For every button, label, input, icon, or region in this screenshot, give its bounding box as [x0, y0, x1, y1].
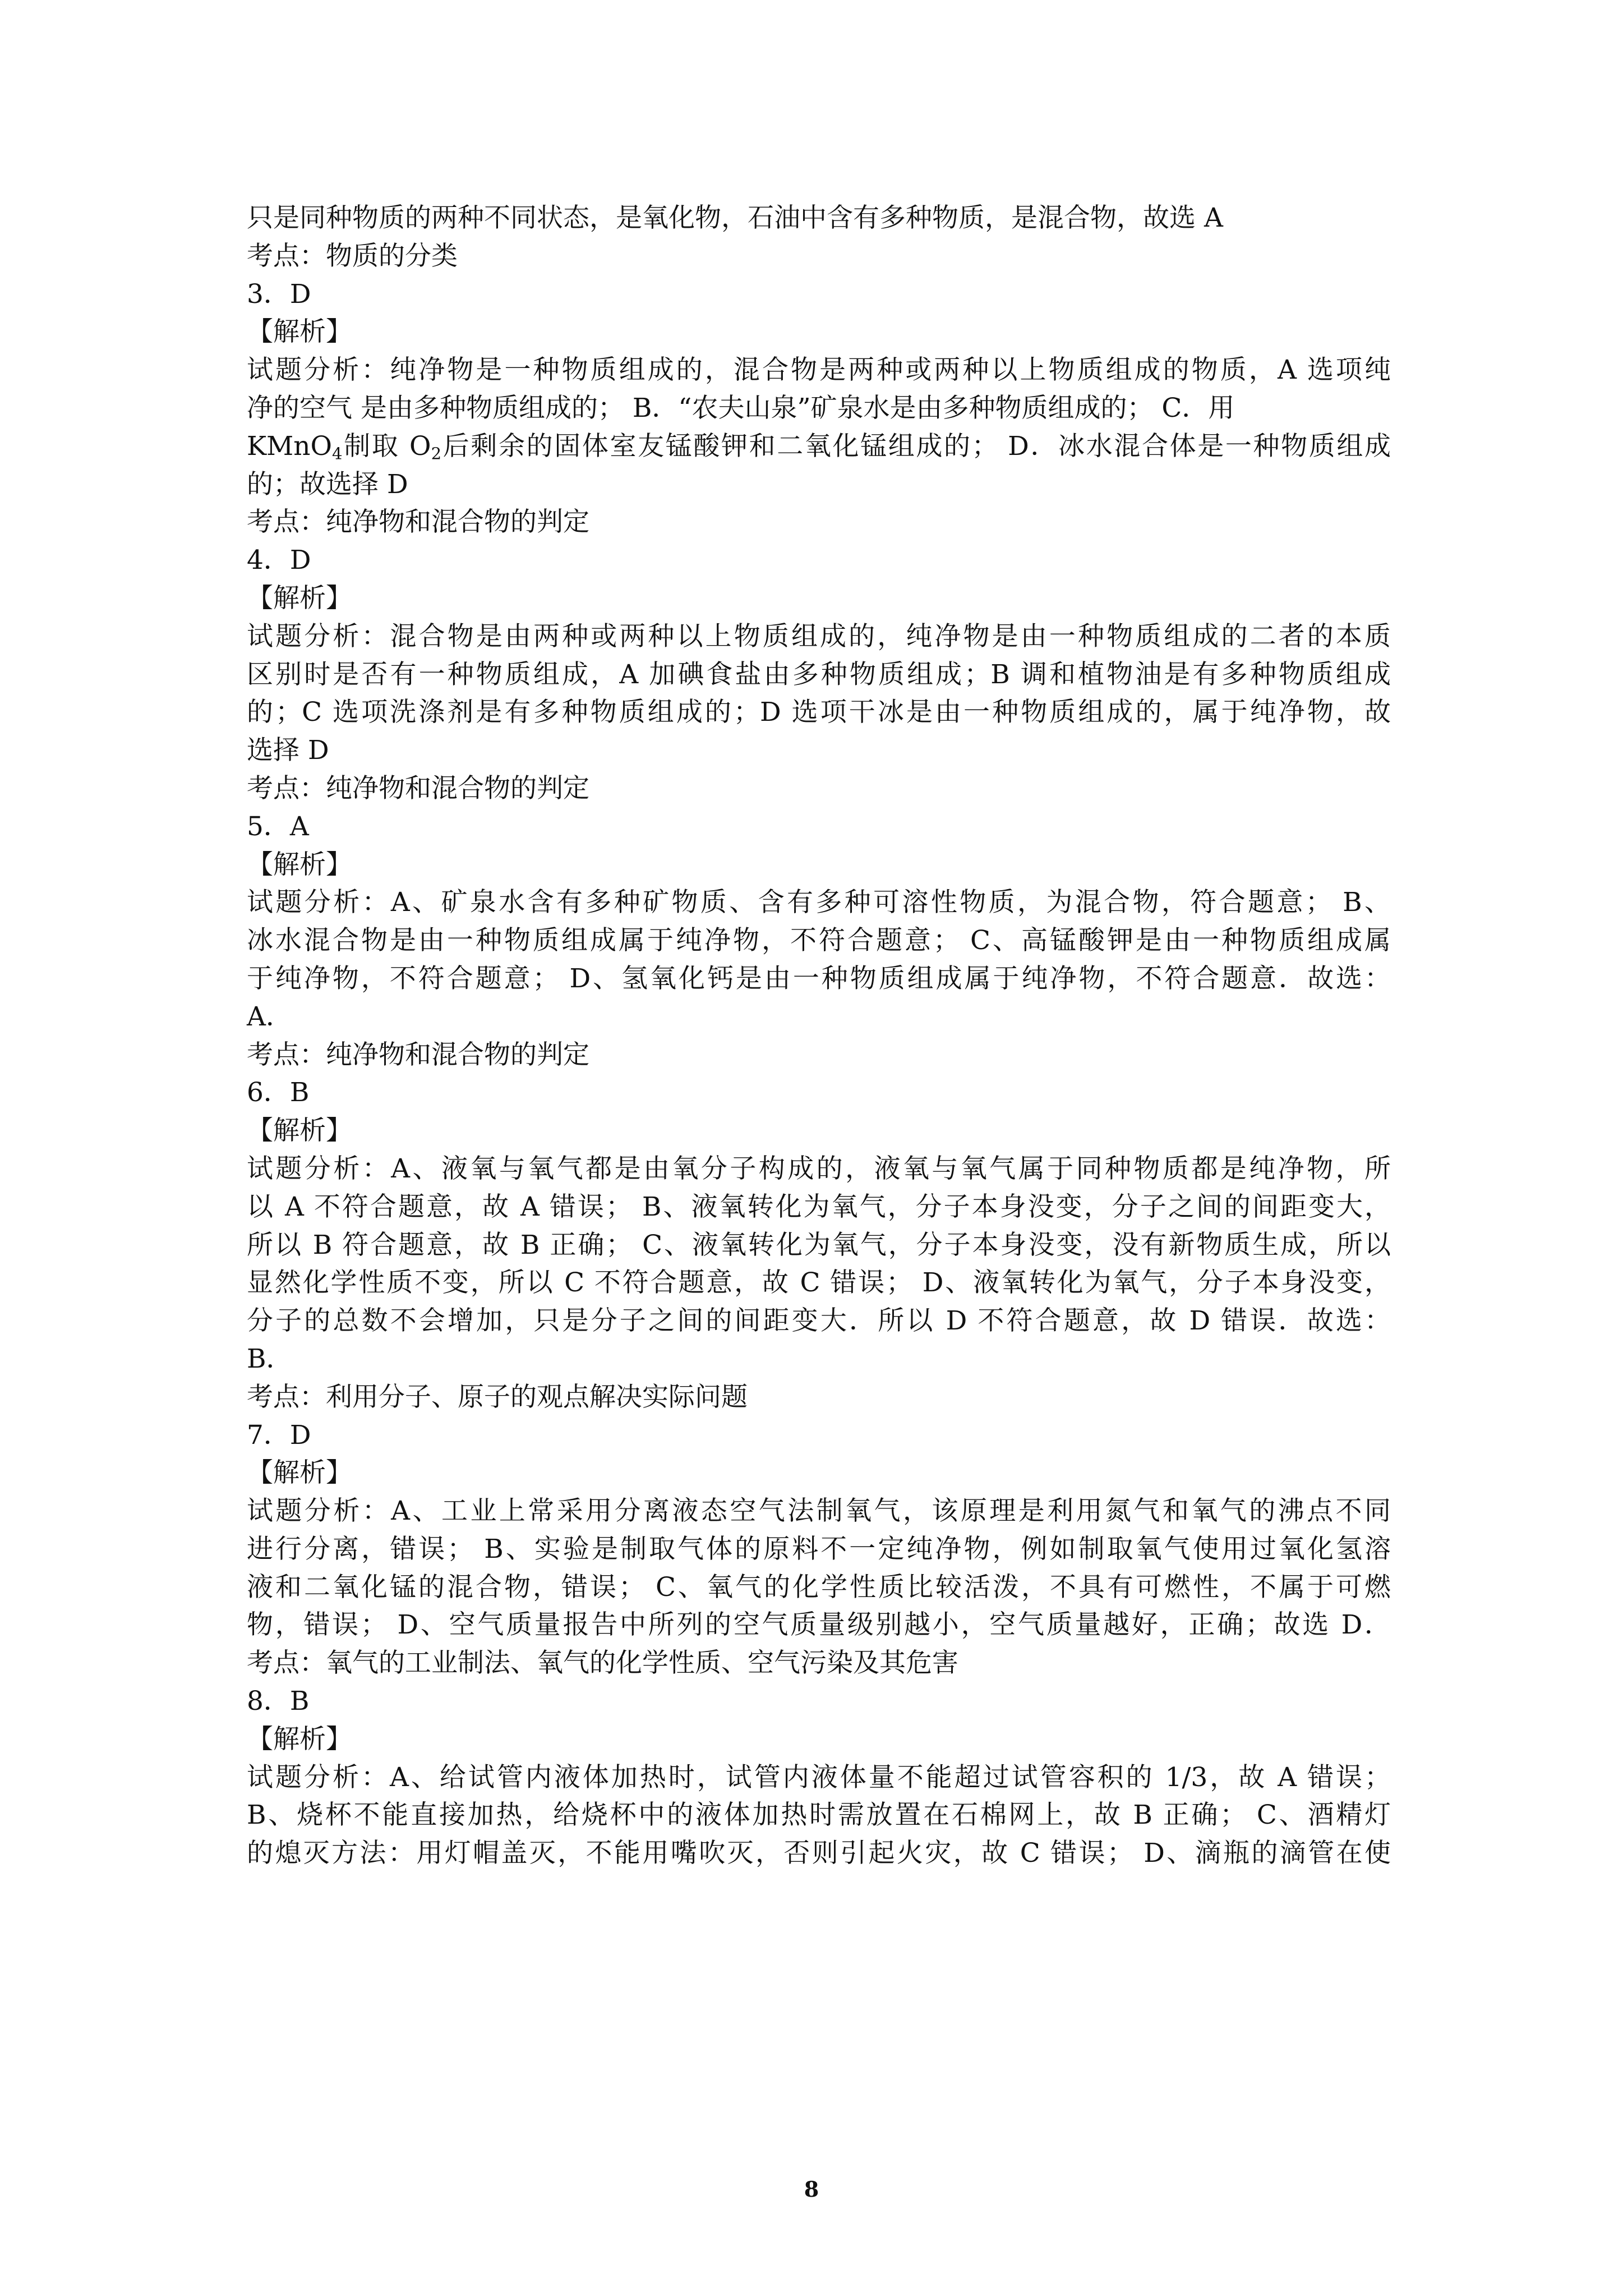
question-number: 8．B [247, 1686, 310, 1717]
key-point-line: 考点：纯净物和混合物的判定 [247, 1039, 589, 1070]
text-line: A． [247, 1001, 292, 1032]
text-line: 试题分析：A、液氧与氧气都是由氧分子构成的，液氧与氧气属于同种物质都是纯净物，所 [247, 1153, 1391, 1184]
key-point-line: 考点：氧气的工业制法、氧气的化学性质、空气污染及其危害 [247, 1648, 958, 1679]
text-line: 的；C 选项洗涤剂是有多种物质组成的；D 选项干冰是由一种物质组成的，属于纯净物，故 [247, 697, 1391, 728]
text-line: 试题分析：混合物是由两种或两种以上物质组成的，纯净物是由一种物质组成的二者的本质 [247, 620, 1391, 652]
text-line: 净的空气 是由多种物质组成的； B．“农夫山泉”矿泉水是由多种物质组成的； C．用 [247, 392, 1235, 424]
question-number: 7．D [247, 1419, 311, 1451]
formula-o2: 制取 O [342, 430, 431, 462]
text-line: 区别时是否有一种物质组成，A 加碘食盐由多种物质组成；B 调和植物油是有多种物质组成 [247, 659, 1391, 690]
text-line: 只是同种物质的两种不同状态，是氧化物，石油中含有多种物质，是混合物，故选 A [247, 203, 1223, 233]
question-number: 3．D [247, 278, 311, 310]
analysis-heading: 【解析】 [247, 582, 352, 614]
text-line: 的；故选择 D [247, 468, 408, 500]
subscript-2: 2 [431, 444, 442, 463]
key-point-line: 考点：利用分子、原子的观点解决实际问题 [247, 1381, 748, 1412]
formula-kmno4: KMnO [247, 430, 333, 462]
text-line: B、烧杯不能直接加热，给烧杯中的液体加热时需放置在石棉网上，故 B 正确； C、酒精灯 [247, 1800, 1391, 1831]
text-line: 试题分析：A、矿泉水含有多种矿物质、含有多种可溶性物质，为混合物，符合题意； B、 [247, 887, 1391, 918]
text-line: 所以 B 符合题意，故 B 正确； C、液氧转化为氧气，分子本身没变，没有新物质生成，所以 [247, 1229, 1391, 1260]
analysis-heading: 【解析】 [247, 849, 352, 880]
text-line: 试题分析：A、工业上常采用分离液态空气法制氧气，该原理是利用氮气和氧气的沸点不同 [247, 1496, 1391, 1527]
text-line: 选择 D [247, 735, 329, 766]
text-line: 液和二氧化锰的混合物，错误； C、氧气的化学性质比较活泼，不具有可燃性，不属于可燃 [247, 1571, 1391, 1603]
text-line: 进行分离，错误； B、实验是制取气体的原料不一定纯净物，例如制取氧气使用过氧化氢溶 [247, 1533, 1391, 1565]
text-line: 试题分析：A、给试管内液体加热时，试管内液体量不能超过试管容积的 1/3，故 A 错误； [247, 1761, 1391, 1793]
text-line: 物，错误； D、空气质量报告中所列的空气质量级别越小，空气质量越好，正确；故选 D． [247, 1609, 1391, 1641]
text-line: 考点：物质的分类 [247, 240, 458, 272]
answer-text-block [247, 199, 1391, 1872]
question-number: 5．A [247, 811, 309, 842]
key-point-line: 考点：纯净物和混合物的判定 [247, 507, 589, 538]
subscript-4: 4 [332, 444, 343, 463]
text-line: 分子的总数不会增加，只是分子之间的间距变大．所以 D 不符合题意，故 D 错误．故选： [247, 1305, 1391, 1337]
analysis-heading: 【解析】 [247, 1115, 352, 1147]
text-line: 试题分析：纯净物是一种物质组成的，混合物是两种或两种以上物质组成的物质，A 选项纯 [247, 355, 1391, 386]
text-line: 冰水混合物是由一种物质组成属于纯净物，不符合题意； C、高锰酸钾是由一种物质组成属 [247, 925, 1391, 956]
analysis-heading: 【解析】 [247, 1457, 352, 1489]
formula-text-line [247, 427, 1391, 466]
text-line: 以 A 不符合题意，故 A 错误； B、液氧转化为氧气，分子本身没变，分子之间的间距变大， [247, 1191, 1391, 1222]
question-number: 6．B [247, 1077, 310, 1108]
text-line: 于纯净物，不符合题意； D、氢氧化钙是由一种物质组成属于纯净物，不符合题意．故选： [247, 963, 1391, 994]
page-number: 8 [804, 2177, 819, 2202]
analysis-heading: 【解析】 [247, 1723, 352, 1755]
formula-line-rest: 后剩余的固体室友锰酸钾和二氧化锰组成的； D．冰水混合体是一种物质组成 [441, 430, 1391, 462]
text-line: B． [247, 1343, 293, 1374]
text-line: 显然化学性质不变，所以 C 不符合题意，故 C 错误； D、液氧转化为氧气，分子本身没变， [247, 1267, 1391, 1299]
question-number: 4．D [247, 545, 311, 576]
text-line: 的熄灭方法：用灯帽盖灭，不能用嘴吹灭，否则引起火灾，故 C 错误； D、滴瓶的滴管在使 [247, 1838, 1391, 1869]
key-point-line: 考点：纯净物和混合物的判定 [247, 772, 589, 804]
analysis-heading: 【解析】 [247, 316, 352, 348]
